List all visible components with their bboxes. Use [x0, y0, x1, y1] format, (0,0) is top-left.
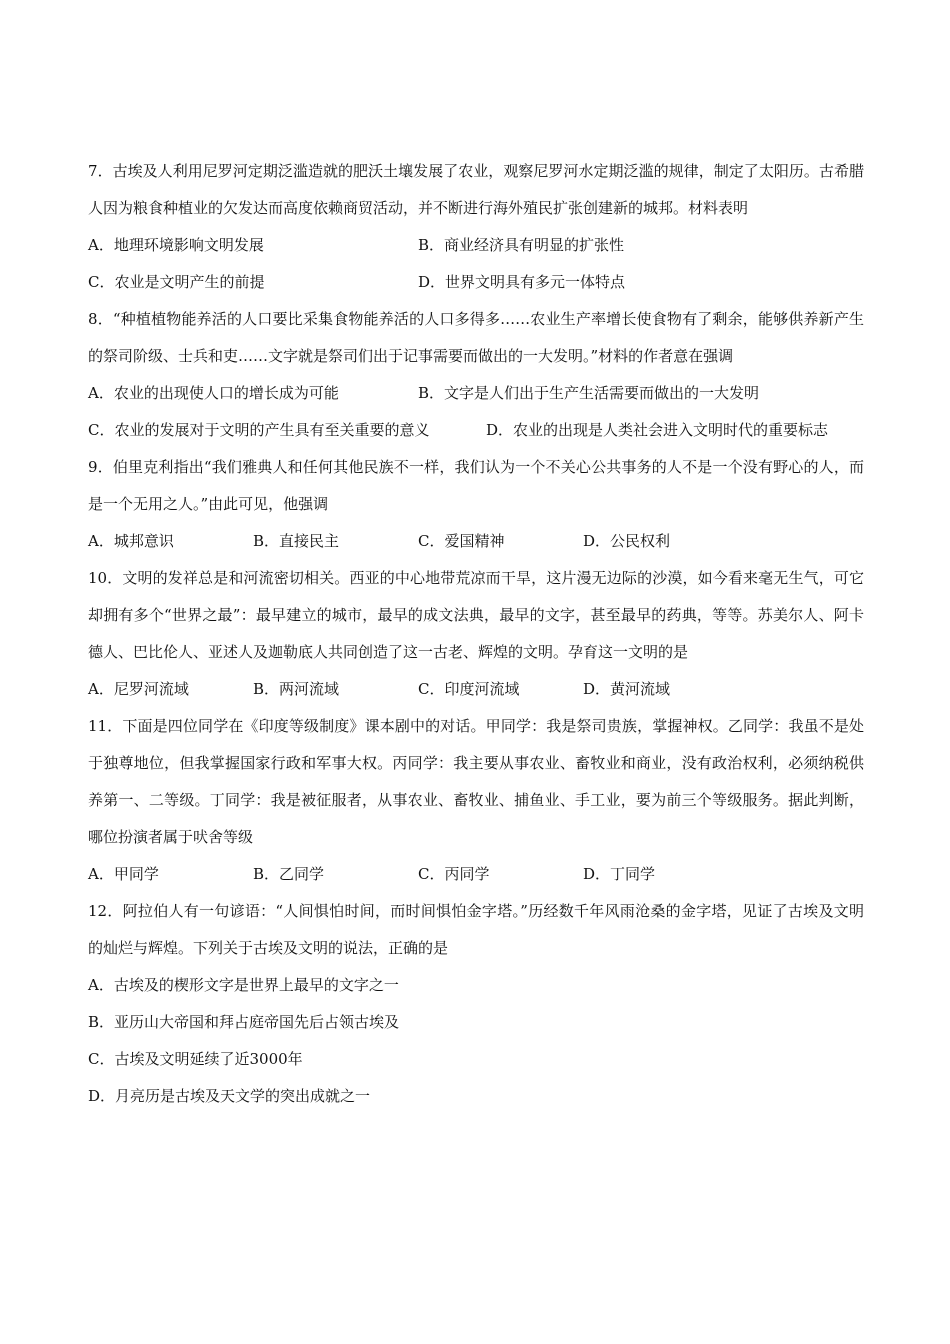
options-row [88, 412, 864, 449]
option-d[interactable]: D．月亮历是古埃及天文学的突出成就之一 [88, 1087, 371, 1105]
question-stem: 8．“种植植物能养活的人口要比采集食物能养活的人口多得多……农业生产率增长使食物有了剩余，能够供养新产生的祭司阶级、士兵和吏……文字就是祭司们出于记事需要而做出的一大发明。”材料的作者意在强调 [88, 310, 864, 365]
options-row [88, 1004, 864, 1041]
option-c[interactable]: C．农业是文明产生的前提 [88, 273, 265, 291]
option-b[interactable]: B．商业经济具有明显的扩张性 [418, 236, 625, 254]
option-c[interactable]: C．爱国精神 [418, 532, 505, 550]
option-c[interactable]: C．丙同学 [418, 865, 490, 883]
question-12 [88, 893, 864, 1115]
option-a[interactable]: A．尼罗河流域 [88, 680, 189, 698]
question-7 [88, 153, 864, 301]
option-b[interactable]: B．亚历山大帝国和拜占庭帝国先后占领古埃及 [88, 1013, 400, 1031]
question-11 [88, 708, 864, 893]
option-a[interactable]: A．农业的出现使人口的增长成为可能 [88, 384, 339, 402]
options-row [88, 264, 864, 301]
option-a[interactable]: A．地理环境影响文明发展 [88, 236, 264, 254]
option-c[interactable]: C．古埃及文明延续了近3000年 [88, 1050, 303, 1068]
options-row [88, 523, 864, 560]
options-row [88, 856, 864, 893]
option-c[interactable]: C．农业的发展对于文明的产生具有至关重要的意义 [88, 421, 430, 439]
option-d[interactable]: D．公民权利 [583, 532, 671, 550]
option-b[interactable]: B．两河流域 [253, 680, 340, 698]
option-a[interactable]: A．甲同学 [88, 865, 159, 883]
exam-page [88, 153, 864, 1115]
option-d[interactable]: D．世界文明具有多元一体特点 [418, 273, 626, 291]
options-row [88, 1041, 864, 1078]
option-c[interactable]: C．印度河流域 [418, 680, 520, 698]
option-b[interactable]: B．文字是人们出于生产生活需要而做出的一大发明 [418, 384, 760, 402]
option-b[interactable]: B．乙同学 [253, 865, 325, 883]
options-row [88, 671, 864, 708]
question-10 [88, 560, 864, 708]
option-d[interactable]: D．农业的出现是人类社会进入文明时代的重要标志 [486, 421, 829, 439]
question-9 [88, 449, 864, 560]
options-row [88, 967, 864, 1004]
option-d[interactable]: D．黄河流域 [583, 680, 671, 698]
option-d[interactable]: D．丁同学 [583, 865, 656, 883]
option-a[interactable]: A．古埃及的楔形文字是世界上最早的文字之一 [88, 976, 399, 994]
question-stem: 10．文明的发祥总是和河流密切相关。西亚的中心地带荒凉而干旱，这片漫无边际的沙漠，如今看来毫无生气，可它却拥有多个“世界之最”：最早建立的城市，最早的成文法典，最早的文字，甚至最早的药典，等等。苏美尔人、阿卡德人、巴比伦人、亚述人及迦勒底人共同创造了这一古老、辉煌的文明。孕育这一文明的是 [88, 569, 864, 661]
option-b[interactable]: B．直接民主 [253, 532, 340, 550]
question-stem: 7．古埃及人利用尼罗河定期泛滥造就的肥沃土壤发展了农业，观察尼罗河水定期泛滥的规律，制定了太阳历。古希腊人因为粮食种植业的欠发达而高度依赖商贸活动，并不断进行海外殖民扩张创建新的城邦。材料表明 [88, 162, 864, 217]
question-stem: 11．下面是四位同学在《印度等级制度》课本剧中的对话。甲同学：我是祭司贵族，掌握神权。乙同学：我虽不是处于独尊地位，但我掌握国家行政和军事大权。丙同学：我主要从事农业、畜牧业和商业，没有政治权利，必须纳税供养第一、二等级。丁同学：我是被征服者，从事农业、畜牧业、捕鱼业、手工业，要为前三个等级服务。据此判断，哪位扮演者属于吠舍等级 [88, 717, 864, 846]
option-a[interactable]: A．城邦意识 [88, 532, 174, 550]
options-row [88, 1078, 864, 1115]
question-8 [88, 301, 864, 449]
question-stem: 9．伯里克利指出“我们雅典人和任何其他民族不一样，我们认为一个不关心公共事务的人不是一个没有野心的人，而是一个无用之人。”由此可见，他强调 [88, 458, 864, 513]
question-stem: 12．阿拉伯人有一句谚语：“人间惧怕时间，而时间惧怕金字塔。”历经数千年风雨沧桑的金字塔，见证了古埃及文明的灿烂与辉煌。下列关于古埃及文明的说法，正确的是 [88, 902, 864, 957]
options-row [88, 227, 864, 264]
options-row [88, 375, 864, 412]
